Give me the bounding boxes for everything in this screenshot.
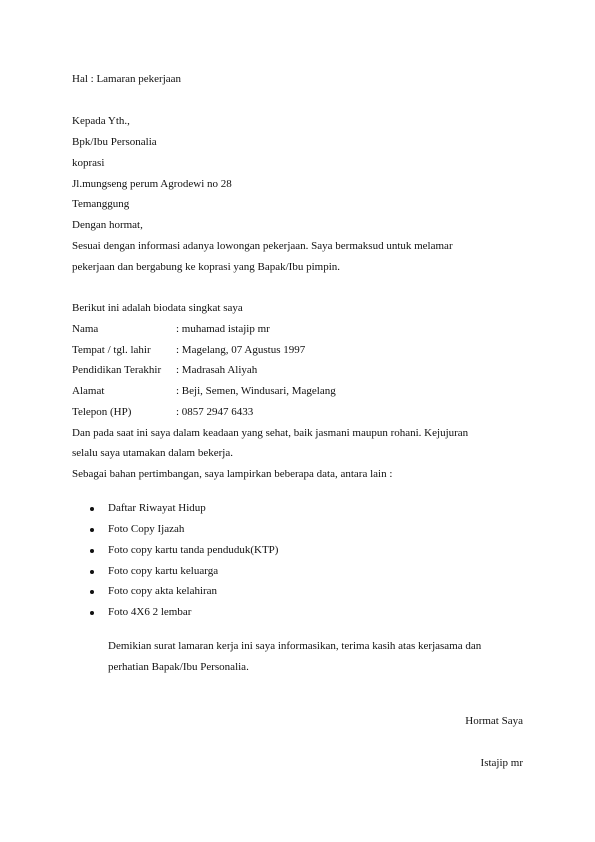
attachment-item: Foto Copy Ijazah (108, 523, 185, 535)
signoff: Hormat Saya (465, 715, 523, 727)
biodata-value-birth: : Magelang, 07 Agustus 1997 (176, 344, 306, 356)
bullet-icon (90, 611, 94, 615)
recipient-address: Jl.mungseng perum Agrodewi no 28 (72, 178, 232, 190)
attachments-intro: Sebagai bahan pertimbangan, saya lampirkan beberapa data, antara lain : (72, 468, 393, 480)
biodata-label-address: Alamat (72, 385, 105, 397)
biodata-label-name: Nama (72, 323, 99, 335)
biodata-label-education: Pendidikan Terakhir (72, 364, 162, 376)
attachment-item: Foto 4X6 2 lembar (108, 606, 192, 618)
bullet-icon (90, 507, 94, 511)
biodata-value-address: : Beji, Semen, Windusari, Magelang (176, 385, 336, 397)
bullet-icon (90, 549, 94, 553)
attachment-item: Foto copy akta kelahiran (108, 585, 218, 597)
health-line-2: selalu saya utamakan dalam bekerja. (72, 447, 233, 459)
recipient-company: koprasi (72, 157, 105, 169)
biodata-value-education: : Madrasah Aliyah (176, 364, 258, 376)
recipient-name: Bpk/Ibu Personalia (72, 136, 157, 148)
signature-name: Istajip mr (480, 757, 523, 769)
attachment-item: Daftar Riwayat Hidup (108, 502, 206, 514)
subject-line: Hal : Lamaran pekerjaan (72, 73, 182, 85)
bullet-icon (90, 528, 94, 532)
biodata-label-birth: Tempat / tgl. lahir (72, 344, 151, 356)
recipient-greeting: Kepada Yth., (72, 115, 130, 127)
closing-line-2: perhatian Bapak/Ibu Personalia. (108, 661, 249, 673)
attachment-item: Foto copy kartu keluarga (108, 565, 219, 577)
closing-line-1: Demikian surat lamaran kerja ini saya informasikan, terima kasih atas kerjasama dan (108, 640, 482, 652)
bullet-icon (90, 570, 94, 574)
salutation: Dengan hormat, (72, 219, 143, 231)
biodata-value-name: : muhamad istajip mr (176, 323, 270, 335)
biodata-label-phone: Telepon (HP) (72, 406, 132, 418)
intro-line-2: pekerjaan dan bergabung ke koprasi yang Bapak/Ibu pimpin. (72, 261, 340, 273)
biodata-value-phone: : 0857 2947 6433 (176, 406, 254, 418)
attachment-item: Foto copy kartu tanda penduduk(KTP) (108, 544, 279, 556)
biodata-heading: Berikut ini adalah biodata singkat saya (72, 302, 243, 314)
health-line-1: Dan pada saat ini saya dalam keadaan yang sehat, baik jasmani maupun rohani. Kejujuran (72, 427, 469, 439)
intro-line-1: Sesuai dengan informasi adanya lowongan pekerjaan. Saya bermaksud untuk melamar (72, 240, 453, 252)
bullet-icon (90, 590, 94, 594)
recipient-city: Temanggung (72, 198, 130, 210)
